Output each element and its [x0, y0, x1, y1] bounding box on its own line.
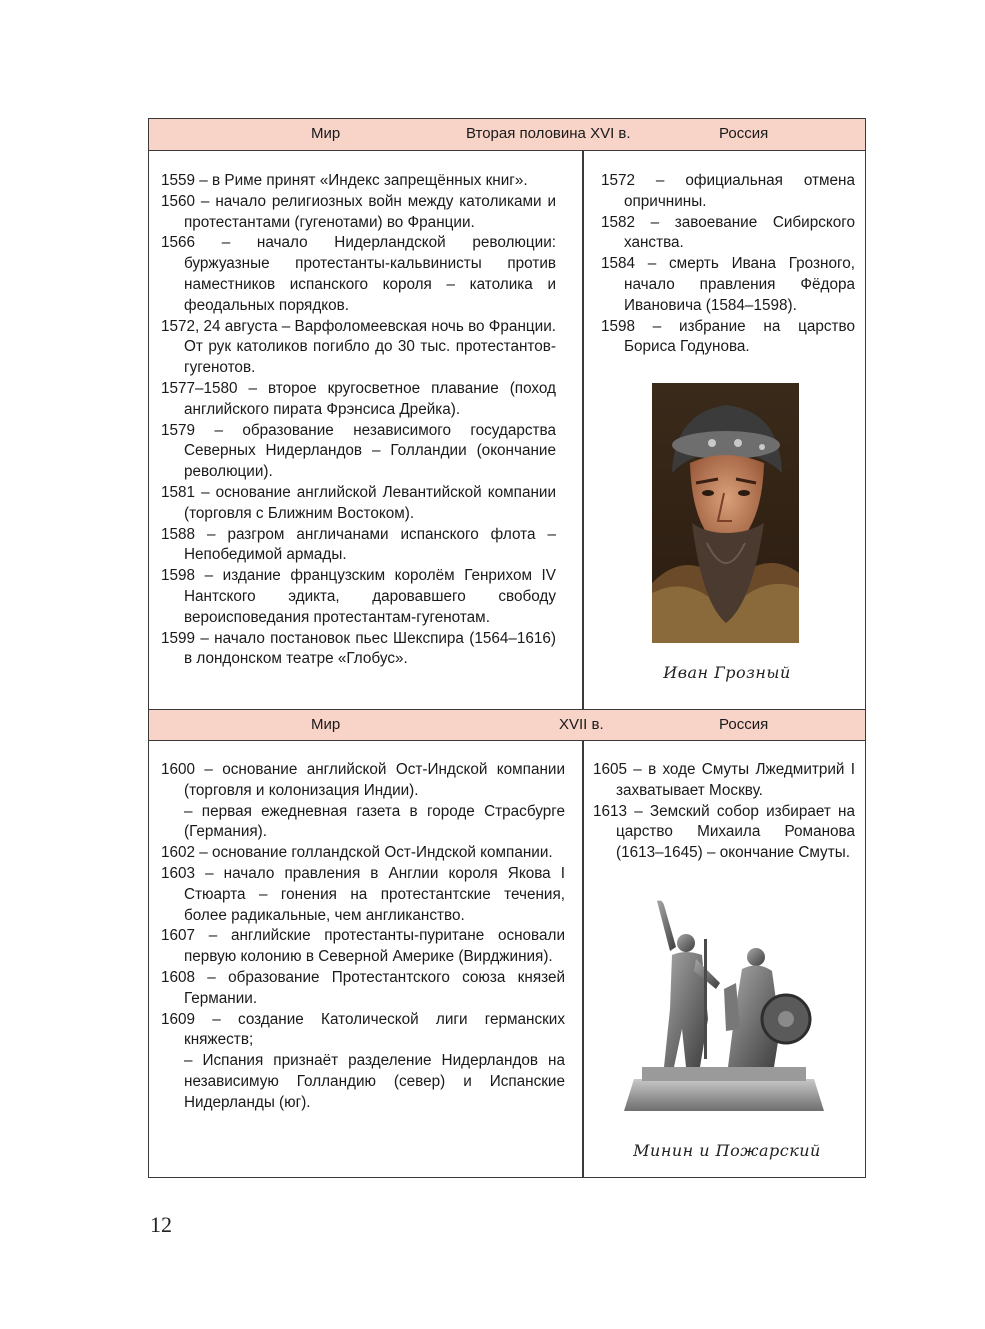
chronology-entry: 1572 – официальная отмена опричнины.: [601, 172, 855, 210]
section1-world-column: [161, 171, 556, 670]
chronology-table: [148, 118, 866, 1178]
chronology-entry: 1599 – начало постановок пьес Шекспира (1564–1616) в лондонском театре «Глобус».: [161, 629, 556, 668]
section2-header-russia: Россия: [719, 716, 769, 733]
chronology-entry: – Испания признаёт разделение Нидерландов на независимую Голландию (север) и Испанские Нидерланды (юг).: [184, 1052, 565, 1111]
section1-header-russia: Россия: [719, 125, 769, 142]
chronology-entry: 1581 – основание английской Левантийской компании (торговля с Ближним Востоком).: [161, 483, 556, 522]
section2-world-column: [161, 760, 565, 1114]
section2-russia-column: [593, 760, 855, 864]
section1-header: [149, 119, 865, 151]
chronology-entry: 1598 – издание французским королём Генрихом IV Нантского эдикта, даровавшего свободу вероисповедания протестантам-гугенотам.: [161, 567, 556, 626]
chronology-entry: 1584 – смерть Ивана Грозного, начало правления Фёдора Ивановича (1584–1598).: [601, 255, 855, 314]
chronology-entry: 1609 – создание Католической лиги германских княжеств;: [161, 1010, 565, 1049]
section1-header-period: Вторая половина XVI в.: [466, 125, 631, 142]
section2-divider: [582, 741, 584, 1177]
chronology-entry: 1605 – в ходе Смуты Лжедмитрий I захватывает Москву.: [593, 761, 855, 799]
chronology-entry: 1607 – английские протестанты-пуритане основали первую колонию в Северной Америке (Вирджиния).: [161, 927, 565, 966]
chronology-entry: 1602 – основание голландской Ост-Индской компании.: [161, 844, 553, 862]
portrait-caption: Иван Грозный: [663, 663, 791, 682]
chronology-entry: 1582 – завоевание Сибирского ханства.: [601, 213, 855, 252]
chronology-entry: 1588 – разгром англичанами испанского флота – Непобедимой армады.: [161, 525, 556, 564]
monument-caption: Минин и Пожарский: [633, 1141, 821, 1160]
chronology-entry: 1608 – образование Протестантского союза князей Германии.: [161, 968, 565, 1007]
section1-russia-column: [601, 171, 855, 358]
chronology-entry: 1600 – основание английской Ост-Индской компании (торговля и колонизация Индии).: [161, 761, 565, 799]
section1-divider: [582, 151, 584, 709]
ivan-grozny-portrait: [652, 383, 799, 643]
section1-header-world: Мир: [311, 125, 341, 142]
section2-header-world: Мир: [311, 716, 341, 733]
chronology-entry: 1560 – начало религиозных войн между католиками и протестантами (гугенотами) во Франции.: [161, 192, 556, 231]
chronology-entry: 1613 – Земский собор избирает на царство Михаила Романова (1613–1645) – окончание Смуты.: [593, 802, 855, 862]
chronology-entry: 1559 – в Риме принят «Индекс запрещённых книг».: [161, 172, 528, 189]
chronology-entry: 1579 – образование независимого государства Северных Нидерландов – Голландии (окончание революции).: [161, 421, 556, 481]
chronology-entry: 1603 – начало правления в Англии короля Якова I Стюарта – гонения на протестантские течения, более радикальные, чем англиканство.: [161, 864, 565, 924]
page-number: 12: [150, 1212, 172, 1237]
chronology-entry: 1598 – избрание на царство Бориса Годунова.: [601, 317, 855, 356]
section2-header: [149, 709, 865, 741]
section2-header-period: XVII в.: [559, 716, 604, 733]
minin-pozharsky-monument: [624, 899, 824, 1111]
chronology-entry: 1577–1580 – второе кругосветное плавание (поход английского пирата Фрэнсиса Дрейка).: [161, 379, 556, 418]
chronology-entry: 1566 – начало Нидерландской революции: буржуазные протестанты-кальвинисты против наместников испанского короля – католика и феодальных порядков.: [161, 234, 556, 314]
chronology-entry: – первая ежедневная газета в городе Страсбурге (Германия).: [184, 802, 565, 841]
chronology-entry: 1572, 24 августа – Варфоломеевская ночь во Франции. От рук католиков погибло до 30 тыс. протестантов-гугенотов.: [161, 317, 556, 377]
